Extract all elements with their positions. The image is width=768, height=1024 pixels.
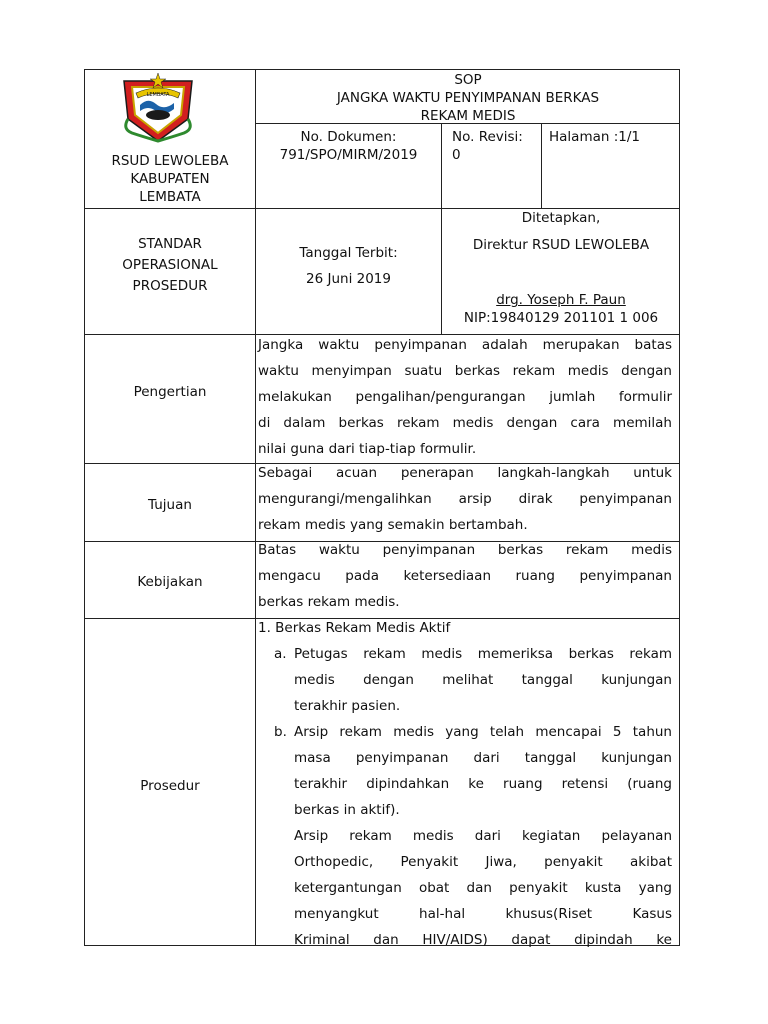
prosedur-item-a: [294, 641, 672, 719]
document-number: [256, 128, 441, 164]
issue-date: 26 Juni 2019: [306, 271, 391, 287]
text-line: Arsip rekam medis yang telah mencapai 5 tahun: [294, 724, 672, 740]
sop-label-line: STANDAR: [138, 236, 202, 252]
prosedur-marker-a: a.: [274, 646, 287, 662]
approval-block: [442, 209, 680, 334]
prosedur-item-b: [294, 719, 672, 953]
section-label-prosedur: Prosedur: [140, 778, 200, 794]
text-line: menyangkut hal-hal khusus(Riset Kasus: [294, 906, 672, 922]
org-line: LEMBATA: [139, 189, 201, 205]
text-line: Orthopedic, Penyakit Jiwa, penyakit akibat: [294, 854, 672, 870]
rev-value: 0: [452, 147, 461, 163]
section-label-tujuan: Tujuan: [148, 497, 192, 513]
text-line: rekam medis yang semakin bertambah.: [258, 517, 528, 533]
org-line: KABUPATEN: [130, 171, 210, 187]
text-line: berkas rekam medis.: [258, 594, 400, 610]
issue-date-block: [256, 244, 441, 288]
signatory-name: drg. Yoseph F. Paun: [496, 292, 626, 308]
text-line: terakhir dipindahkan ke ruang retensi (ruang: [294, 776, 672, 792]
sop-label: [85, 234, 255, 297]
issue-label: Tanggal Terbit:: [299, 245, 398, 261]
doc-no-value: 791/SPO/MIRM/2019: [279, 147, 418, 163]
text-line: Kriminal dan HIV/AIDS) dapat dipindah ke: [294, 932, 672, 948]
rule: [255, 69, 256, 946]
established-label: Ditetapkan,: [521, 210, 601, 226]
doc-no-label: No. Dokumen:: [300, 129, 397, 145]
text-line: Batas waktu penyimpanan berkas rekam medis: [258, 542, 672, 558]
revision-number: [452, 128, 542, 164]
sop-title: [256, 71, 680, 125]
title-line: SOP: [454, 72, 482, 88]
text-line: mengurangi/mengalihkan arsip dirak penyimpanan: [258, 491, 672, 507]
signatory-nip: NIP:19840129 201101 1 006: [463, 310, 659, 326]
lembata-logo: [118, 71, 198, 145]
text-line: berkas in aktif).: [294, 802, 400, 818]
rev-label: No. Revisi:: [452, 129, 523, 145]
text-line: Arsip rekam medis dari kegiatan pelayanan: [294, 828, 672, 844]
text-line: Sebagai acuan penerapan langkah-langkah untuk: [258, 465, 672, 481]
prosedur-marker-b: b.: [274, 724, 287, 740]
pengertian-text: [258, 332, 672, 462]
title-line: JANGKA WAKTU PENYIMPANAN BERKAS: [336, 90, 600, 106]
text-line: mengacu pada ketersediaan ruang penyimpanan: [258, 568, 672, 584]
kebijakan-text: [258, 537, 672, 615]
text-line: Jangka waktu penyimpanan adalah merupakan batas: [258, 337, 672, 353]
sop-label-line: PROSEDUR: [132, 278, 208, 294]
text-line: ketergantungan obat dan penyakit kusta yang: [294, 880, 672, 896]
text-line: melakukan pengalihan/pengurangan jumlah formulir: [258, 389, 672, 405]
sop-label-line: OPERASIONAL: [122, 257, 218, 273]
section-label-pengertian: Pengertian: [133, 384, 207, 400]
text-line: waktu menyimpan suatu berkas rekam medis dengan: [258, 363, 672, 379]
text-line: Petugas rekam medis memeriksa berkas rekam: [294, 646, 672, 662]
text-line: di dalam berkas rekam medis dengan cara memilah: [258, 415, 672, 431]
text-line: masa penyimpanan dari tanggal kunjungan: [294, 750, 672, 766]
text-line: terakhir pasien.: [294, 698, 401, 714]
page-label: Halaman :1/1: [549, 129, 640, 145]
title-line: REKAM MEDIS: [420, 108, 516, 124]
page-number: [549, 128, 680, 146]
prosedur-item-1: 1. Berkas Rekam Medis Aktif: [258, 620, 451, 636]
director-title: Direktur RSUD LEWOLEBA: [472, 237, 650, 253]
text-line: nilai guna dari tiap-tiap formulir.: [258, 441, 477, 457]
text-line: medis dengan melihat tanggal kunjungan: [294, 672, 672, 688]
organization-name: [85, 152, 255, 206]
section-label-kebijakan: Kebijakan: [137, 574, 203, 590]
tujuan-text: [258, 460, 672, 538]
logo-text: LEMBATA: [146, 92, 170, 98]
org-line: RSUD LEWOLEBA: [111, 153, 229, 169]
